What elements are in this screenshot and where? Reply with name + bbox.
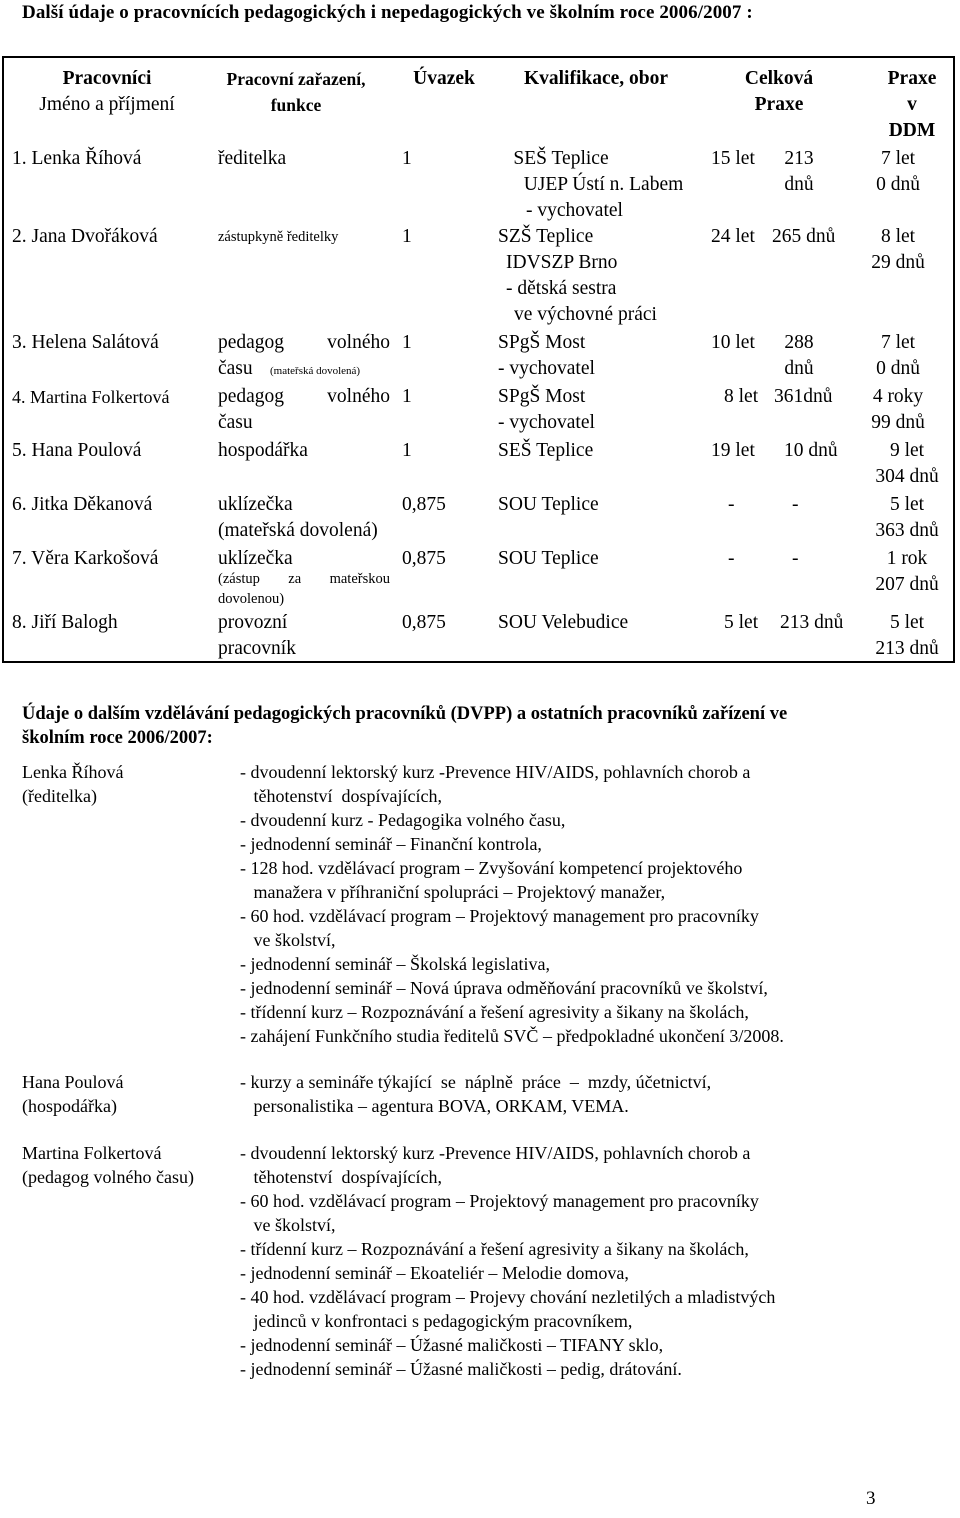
row-total-years: 10 let [711, 332, 755, 353]
course-line: - jednodenní seminář – Ekoateliér – Melodie domova, [240, 1263, 629, 1283]
ddm-line: 8 let [880, 226, 916, 247]
ddm-line: 5 let [889, 494, 925, 515]
course-line: ve školství, [240, 930, 336, 950]
course-line: manažera v příhraniční spolupráci – Projektový manažer, [240, 882, 666, 902]
row-load: 1 [402, 148, 412, 169]
row-position: ředitelka [218, 148, 287, 169]
course-line: - 128 hod. vzdělávací program – Zvyšování kompetencí projektového [240, 858, 743, 878]
row-total-days: 361dnů [774, 386, 833, 407]
person-name-line: Martina Folkertová [22, 1143, 162, 1163]
row-position: času [218, 412, 253, 433]
person-name-line: (pedagog volného času) [22, 1167, 194, 1187]
row-load: 0,875 [402, 494, 446, 515]
dvpp-heading-line: školním roce 2006/2007: [22, 728, 213, 748]
dvpp-person-name [22, 760, 123, 808]
course-line: - zahájení Funkčního studia ředitelů SVČ – předpokladné ukončení 3/2008. [240, 1026, 784, 1046]
header-ddm-line: v [907, 94, 917, 115]
qual-line: - vychovatel [526, 200, 623, 221]
position-line: provozní [218, 612, 288, 633]
person-name-line: Lenka Říhová [22, 762, 124, 782]
position-line: (mateřská dovolená) [218, 520, 378, 541]
row-total-days: - [792, 548, 799, 569]
row-ddm [866, 610, 948, 662]
course-line: jedinců v konfrontaci s pedagogickým pracovníkem, [240, 1311, 633, 1331]
row-total-days: 265 dnů [772, 226, 836, 247]
row-ddm [866, 438, 948, 490]
dvpp-person-name [22, 1141, 194, 1189]
row-total-years: 5 let [724, 612, 759, 633]
row-total-years: 8 let [724, 386, 759, 407]
row-position [218, 610, 296, 662]
qual-line: SPgŠ Most [498, 386, 586, 407]
row-total-years: - [728, 548, 735, 569]
row-ddm [866, 146, 930, 198]
course-line: - 60 hod. vzdělávací program – Projektový management pro pracovníky [240, 1191, 759, 1211]
row-position: zástupkyně ředitelky [218, 229, 339, 245]
row-qualification: SOU Teplice [498, 548, 599, 569]
row-total-years: 15 let [711, 148, 755, 169]
ddm-line: 29 dnů [871, 252, 925, 273]
row-position-note: (zástup za mateřskou [218, 571, 390, 587]
header-name-title: Pracovníci [62, 68, 152, 89]
ddm-line: 7 let [880, 332, 916, 353]
qual-line: IDVSZP Brno [506, 252, 618, 273]
row-position-note: dovolenou) [218, 591, 285, 607]
qual-line: - vychovatel [498, 412, 595, 433]
row-load: 1 [402, 440, 412, 461]
dvpp-course-list [240, 1141, 775, 1381]
total-days-line: dnů [784, 358, 814, 379]
ddm-line: 0 dnů [876, 174, 920, 195]
header-position-line: Pracovní zařazení, [226, 69, 366, 89]
header-qualification: Kvalifikace, obor [523, 68, 669, 89]
dvpp-heading-line: Údaje o dalším vzdělávání pedagogických pracovníků (DVPP) a ostatních pracovníků zařízení ve [22, 704, 788, 724]
position-line: uklízečka [218, 494, 293, 515]
ddm-line: 1 rok [886, 548, 928, 569]
dvpp-course-list [240, 760, 784, 1048]
row-qualification [498, 330, 595, 382]
row-load: 0,875 [402, 612, 446, 633]
row-position-note: (mateřská dovolená) [270, 365, 361, 377]
header-total-line: Celková [744, 68, 814, 89]
row-total-days [776, 146, 822, 198]
row-position: uklízečka [218, 548, 293, 569]
person-name-line: (ředitelka) [22, 786, 97, 806]
staff-heading: Další údaje o pracovnících pedagogických i nepedagogických ve školním roce 2006/2007 : [22, 2, 753, 23]
row-load: 1 [402, 332, 412, 353]
qual-line: SEŠ Teplice [513, 148, 609, 169]
ddm-line: 213 dnů [875, 638, 939, 659]
course-line: těhotenství dospívajících, [240, 786, 442, 806]
header-name [32, 66, 182, 118]
course-line: - jednodenní seminář – Finanční kontrola, [240, 834, 542, 854]
person-name-line: Hana Poulová [22, 1072, 124, 1092]
row-name: 6. Jitka Děkanová [12, 494, 153, 515]
qual-line: UJEP Ústí n. Labem [523, 174, 684, 195]
row-ddm [866, 492, 948, 544]
header-ddm-line: Praxe [887, 68, 937, 89]
row-load: 1 [402, 386, 412, 407]
header-ddm-practice [872, 66, 952, 144]
row-total-days: 213 dnů [780, 612, 844, 633]
header-total-line: Praxe [754, 94, 804, 115]
row-qualification: SEŠ Teplice [498, 440, 594, 461]
row-total-days [776, 330, 822, 382]
page-number: 3 [866, 1488, 876, 1509]
total-days-line: 288 [784, 332, 814, 353]
staff-table [2, 56, 955, 663]
row-position: času [218, 358, 253, 379]
total-days-line: dnů [784, 174, 814, 195]
person-name-line: (hospodářka) [22, 1096, 117, 1116]
ddm-line: 7 let [880, 148, 916, 169]
row-load: 0,875 [402, 548, 446, 569]
header-name-subtitle: Jméno a příjmení [39, 94, 175, 115]
row-ddm [866, 384, 930, 436]
row-ddm [866, 224, 930, 276]
ddm-line: 5 let [889, 612, 925, 633]
row-position [218, 492, 378, 544]
qual-line: - vychovatel [498, 358, 595, 379]
dvpp-person-name [22, 1070, 123, 1118]
total-days-line: 213 [784, 148, 814, 169]
header-total-practice [704, 66, 854, 118]
row-qualification: SOU Velebudice [498, 612, 629, 633]
course-line: - jednodenní seminář – Úžasné maličkosti – TIFANY sklo, [240, 1335, 664, 1355]
course-line: - třídenní kurz – Rozpoznávání a řešení agresivity a šikany na školách, [240, 1239, 749, 1259]
qual-line: - dětská sestra [506, 278, 617, 299]
qual-line: SPgŠ Most [498, 332, 586, 353]
row-qualification [498, 384, 595, 436]
dvpp-heading [22, 702, 922, 750]
course-line: - dvoudenní kurz - Pedagogika volného času, [240, 810, 566, 830]
ddm-line: 9 let [889, 440, 925, 461]
qual-line: SZŠ Teplice [498, 226, 594, 247]
ddm-line: 0 dnů [876, 358, 920, 379]
row-total-days: 10 dnů [784, 440, 838, 461]
course-line: - kurzy a semináře týkající se náplně práce – mzdy, účetnictví, [240, 1072, 712, 1092]
row-qualification [496, 198, 653, 224]
ddm-line: 363 dnů [875, 520, 939, 541]
row-name: 1. Lenka Říhová [12, 148, 142, 169]
course-line: - jednodenní seminář – Úžasné maličkosti – pedig, drátování. [240, 1359, 682, 1379]
qual-line: ve výchovné práci [514, 304, 657, 325]
row-load: 1 [402, 226, 412, 247]
row-name: 8. Jiří Balogh [12, 612, 118, 633]
row-name: 4. Martina Folkertová [12, 387, 170, 407]
header-ddm-line: DDM [888, 120, 936, 141]
row-position: hospodářka [218, 440, 308, 461]
row-ddm [866, 546, 948, 598]
row-qualification [496, 146, 626, 172]
row-qualification [496, 172, 711, 198]
row-name: 2. Jana Dvořáková [12, 226, 158, 247]
course-line: - jednodenní seminář – Nová úprava odměňování pracovníků ve školství, [240, 978, 768, 998]
row-total-days: - [792, 494, 799, 515]
course-line: personalistika – agentura BOVA, ORKAM, VEMA. [240, 1096, 629, 1116]
course-line: - jednodenní seminář – Školská legislativa, [240, 954, 550, 974]
ddm-line: 99 dnů [871, 412, 925, 433]
row-total-years: 19 let [711, 440, 755, 461]
course-line: ve školství, [240, 1215, 336, 1235]
header-load: Úvazek [413, 68, 475, 89]
row-name: 5. Hana Poulová [12, 440, 142, 461]
course-line: - 40 hod. vzdělávací program – Projevy chování nezletilých a mladistvých [240, 1287, 776, 1307]
row-qualification: SOU Teplice [498, 494, 599, 515]
dvpp-course-list [240, 1070, 711, 1118]
row-total-years: - [728, 494, 735, 515]
course-line: těhotenství dospívajících, [240, 1167, 442, 1187]
header-position-line: funkce [270, 95, 322, 115]
row-position: pedagog volného [218, 332, 390, 353]
ddm-line: 4 roky [872, 386, 924, 407]
row-position: pedagog volného [218, 386, 390, 407]
row-qualification [498, 224, 657, 328]
course-line: - dvoudenní lektorský kurz -Prevence HIV/AIDS, pohlavních chorob a [240, 762, 751, 782]
row-total-years: 24 let [711, 226, 755, 247]
row-name: 3. Helena Salátová [12, 332, 159, 353]
course-line: - třídenní kurz – Rozpoznávání a řešení agresivity a šikany na školách, [240, 1002, 749, 1022]
header-position [206, 66, 386, 118]
ddm-line: 207 dnů [875, 574, 939, 595]
row-name: 7. Věra Karkošová [12, 548, 159, 569]
course-line: - dvoudenní lektorský kurz -Prevence HIV/AIDS, pohlavních chorob a [240, 1143, 751, 1163]
row-ddm [866, 330, 930, 382]
ddm-line: 304 dnů [875, 466, 939, 487]
course-line: - 60 hod. vzdělávací program – Projektový management pro pracovníky [240, 906, 759, 926]
position-line: pracovník [218, 638, 296, 659]
